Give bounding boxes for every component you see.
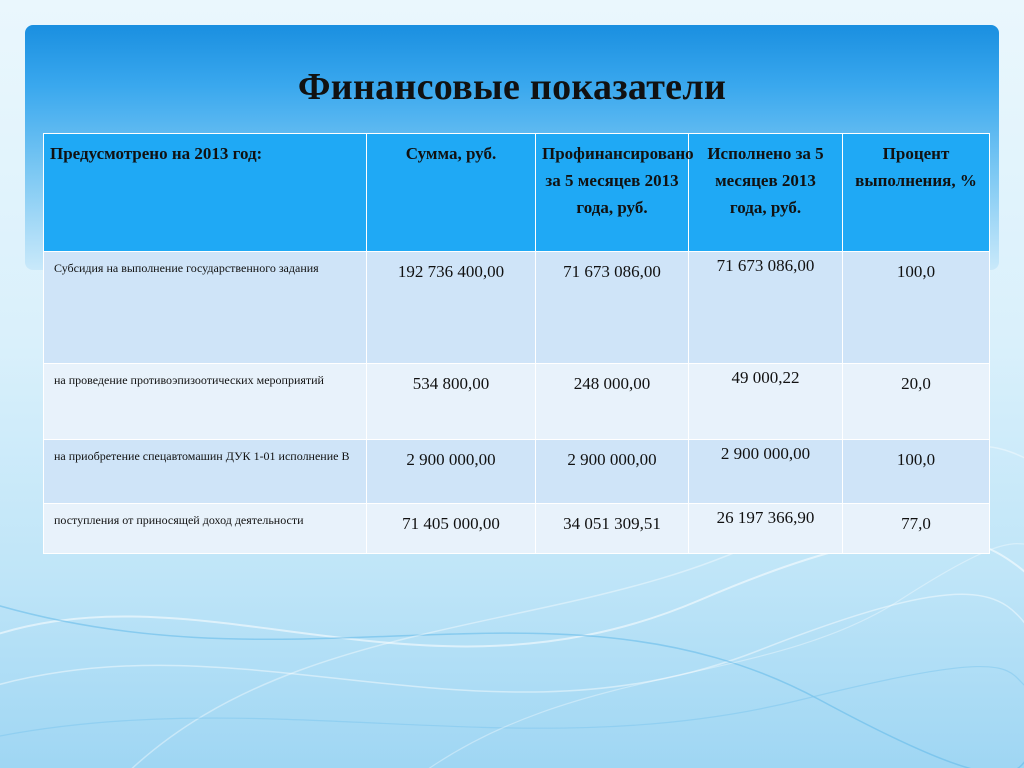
table-row xyxy=(44,440,990,504)
table-row xyxy=(44,364,990,440)
row-percent: 20,0 xyxy=(843,364,990,440)
header-percent: Процент выполнения, % xyxy=(843,134,990,252)
row-item-name: Субсидия на выполнение государственного задания xyxy=(44,252,367,364)
row-percent: 100,0 xyxy=(843,440,990,504)
row-financed: 248 000,00 xyxy=(536,364,689,440)
header-financed: Профинансировано за 5 месяцев 2013 года, руб. xyxy=(536,134,689,252)
row-sum: 192 736 400,00 xyxy=(367,252,536,364)
table-row xyxy=(44,252,990,364)
row-financed: 2 900 000,00 xyxy=(536,440,689,504)
row-executed: 49 000,22 xyxy=(689,364,843,440)
row-percent: 100,0 xyxy=(843,252,990,364)
row-sum: 71 405 000,00 xyxy=(367,504,536,554)
table-row xyxy=(44,504,990,554)
row-executed: 26 197 366,90 xyxy=(689,504,843,554)
header-executed: Исполнено за 5 месяцев 2013 года, руб. xyxy=(689,134,843,252)
header-sum: Сумма, руб. xyxy=(367,134,536,252)
financial-table xyxy=(43,133,990,554)
row-sum: 2 900 000,00 xyxy=(367,440,536,504)
row-sum: 534 800,00 xyxy=(367,364,536,440)
row-item-name: поступления от приносящей доход деятельности xyxy=(44,504,367,554)
row-item-name: на приобретение спецавтомашин ДУК 1-01 исполнение В xyxy=(44,440,367,504)
row-item-name: на проведение противоэпизоотических мероприятий xyxy=(44,364,367,440)
row-executed: 2 900 000,00 xyxy=(689,440,843,504)
row-percent: 77,0 xyxy=(843,504,990,554)
header-planned: Предусмотрено на 2013 год: xyxy=(44,134,367,252)
slide-title: Финансовые показатели xyxy=(297,66,727,108)
row-executed: 71 673 086,00 xyxy=(689,252,843,364)
table-header-row xyxy=(44,134,990,252)
row-financed: 34 051 309,51 xyxy=(536,504,689,554)
row-financed: 71 673 086,00 xyxy=(536,252,689,364)
